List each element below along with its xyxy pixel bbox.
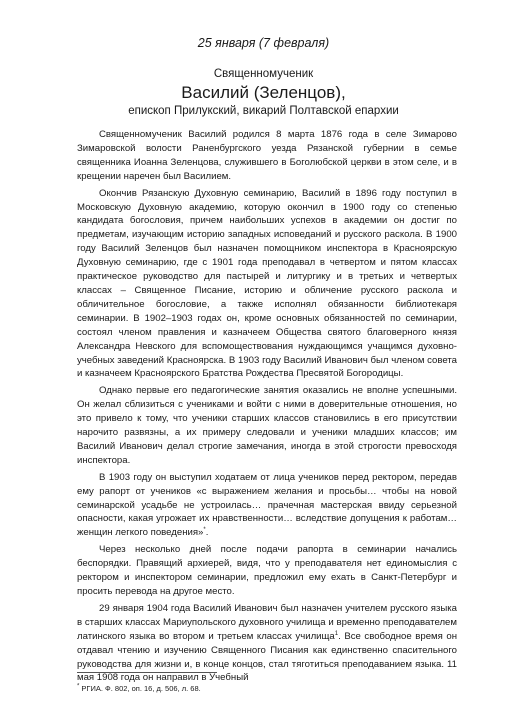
paragraph <box>77 543 457 599</box>
page-title: Василий (Зеленцов), <box>181 83 346 102</box>
footnote <box>77 684 457 694</box>
paragraph-text-tail: . Все свободное время он отдавал чтению и изучению Священного Писания как единственно спасительного руководства для жизни и, в конце концов, стал тяготиться преподаванием языка. 11 мая 1908 года он направил в Учебный <box>77 630 458 684</box>
footnote-marker: * <box>77 683 80 690</box>
paragraph <box>77 471 457 541</box>
paragraph-text: Однако первые его педагогические занятия оказались не вполне успешными. Он желал сблизиться с учениками и войти с ними в доверительные отношения, но это привело к тому, что ученики старших классов становились в его присутствии нарочито развязны, а их примеру следовали и ученики младших классов; им Василий Иванович делал строгие замечания, иногда в этой строгости превосходя инспектора. <box>77 385 457 466</box>
footnote-ref[interactable]: 1 <box>334 630 339 637</box>
article-body <box>77 128 457 688</box>
footnote-divider <box>77 672 217 673</box>
paragraph <box>77 187 457 382</box>
paragraph <box>77 384 457 467</box>
paragraph-text: 29 января 1904 года Василий Иванович был назначен учителем русского языка в старших классах Мариупольского духовного училища и временно преподавателем латинского языка во втором и третьем классах училища <box>77 602 457 642</box>
paragraph-text: Через несколько дней после подачи рапорта в семинарии начались беспорядки. Правящий архиерей, видя, что у преподавателя нет единомыслия с ректором и инспектором семинарии, предложил ему ехать в Санкт-Петербург и просить перевода на другое место. <box>77 544 457 597</box>
feast-date: 25 января (7 февраля) <box>197 36 330 50</box>
title-subtitle: епископ Прилукский, викарий Полтавской епархии <box>128 105 399 117</box>
paragraph-text-tail: . <box>205 527 209 539</box>
footnote-ref[interactable]: * <box>203 527 206 534</box>
paragraph-text: Окончив Рязанскую Духовную семинарию, Василий в 1896 году поступил в Московскую Духовную академию, которую окончил в 1900 году со степенью кандидата богословия, причем наибольших успехов в академии он достиг по предметам, изучающим историю западных исповеданий и русского раскола. В 1900 году Василий Зеленцов был назначен помощником инспектора в Красноярскую Духовную семинарию, где с 1901 года преподавал в четвертом и пятом классах практическое руководство для пастырей и литургику и в третьих и четвертых классах – Священное Писание, историю и обличение русского раскола и обличительное богословие, а также исполнял обязанности библиотекаря семинарии. В 1902–1903 годах он, кроме основных обязанностей по семинарии, состоял членом правления и казначеем Общества святого благоверного князя Александра Невского для вспомоществования нуждающимся учащимся духовно-учебных заведений Красноярска. В 1903 году Василий Иванович был членом совета и казначеем Красноярского Братства Рождества Пресвятой Богородицы. <box>77 187 457 380</box>
paragraph-text: Священномученик Василий родился 8 марта 1876 года в селе Зимарово Зимаровской волости Раненбургского уезда Рязанской губернии в семье священника Иоанна Зеленцова, служившего в Боголюбской церкви в этом селе, и в крещении наречен был Василием. <box>77 129 457 182</box>
title-rank: Священномученик <box>213 68 314 80</box>
footnote-text: РГИА. Ф. 802, оп. 16, д. 506, л. 68. <box>79 684 201 693</box>
paragraph <box>77 128 457 184</box>
paragraph-text: В 1903 году он выступил ходатаем от лица учеников перед ректором, передав ему рапорт от учеников «с выражением желания и просьбы… чтобы на новой семинарской усадьбе не устроилась… прачечная мастерская ввиду серьезной опасности, какая угрожает их нравственности… вследствие допущения к работам… женщин легкого поведения» <box>77 471 457 539</box>
